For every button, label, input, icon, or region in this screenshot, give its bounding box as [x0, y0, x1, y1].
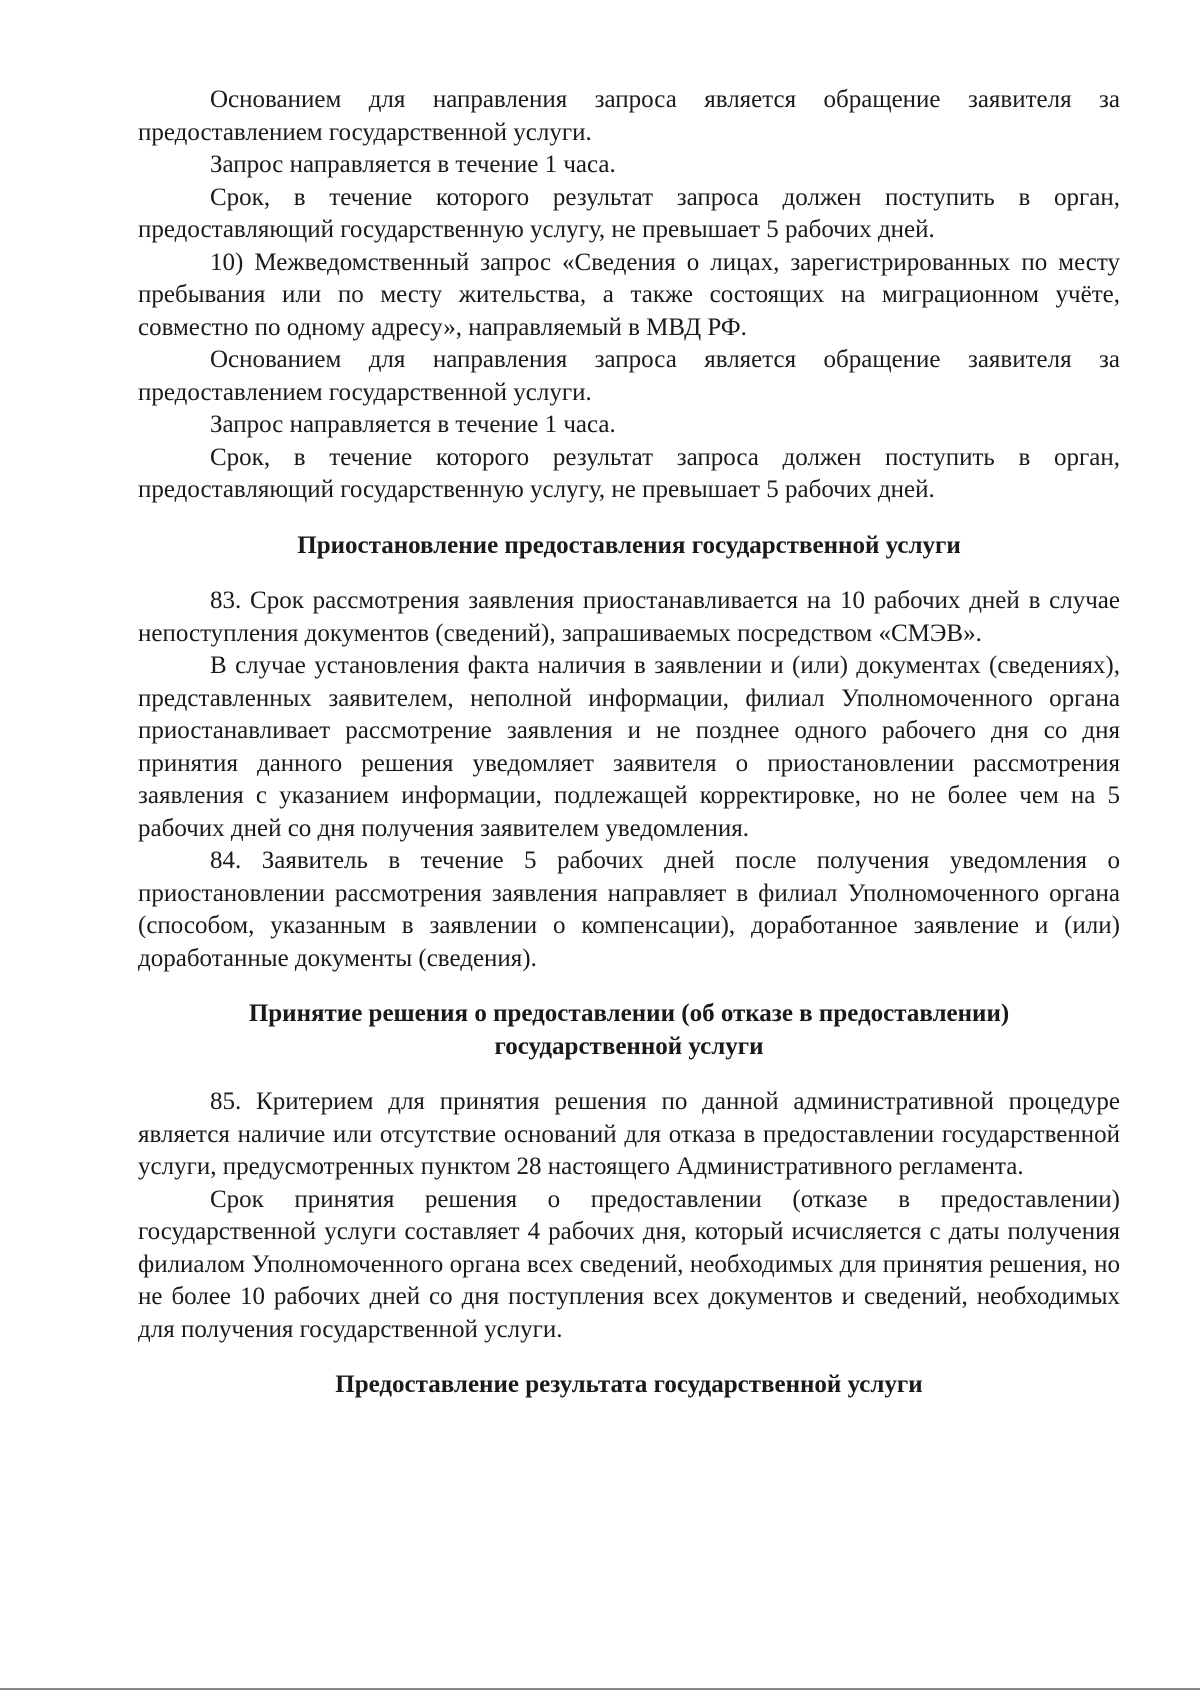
- section-heading-decision-line-2: государственной услуги: [494, 1032, 764, 1060]
- section-heading-suspension: Приостановление предоставления государственной услуги: [297, 531, 961, 559]
- document-body: [138, 84, 1120, 1402]
- paragraph-request-sent-1: Запрос направляется в течение 1 часа.: [210, 151, 616, 178]
- page-bottom-edge: [0, 1688, 1200, 1690]
- paragraph-interagency-request-10: 10) Межведомственный запрос «Сведения о лицах, зарегистрированных по месту пребывания или по месту жительства, а также состоящих на миграционном учёте, совместно по одному адресу», направляемый в МВД РФ.: [138, 248, 1120, 341]
- paragraph-request-deadline-2: Срок, в течение которого результат запроса должен поступить в орган, предоставляющий государственную услугу, не превышает 5 рабочих дней.: [138, 443, 1120, 503]
- section-heading-decision-line-1: Принятие решения о предоставлении (об отказе в предоставлении): [248, 1000, 1010, 1027]
- section-decision-body: [138, 1086, 1120, 1346]
- paragraph-item-85: 85. Критерием для принятия решения по данной административной процедуре является наличие или отсутствие оснований для отказа в предоставлении государственной услуги, предусмотренных пунктом 28 настоящего Административного регламента.: [138, 1088, 1120, 1180]
- paragraph-item-84: 84. Заявитель в течение 5 рабочих дней после получения уведомления о приостановлении рассмотрения заявления направляет в филиал Уполномоченного органа (способом, указанным в заявлении о компенсации), доработанное заявление и (или) доработанные документы (сведения).: [138, 847, 1120, 972]
- paragraph-request-basis-1: Основанием для направления запроса является обращение заявителя за предоставлением государственной услуги.: [138, 86, 1120, 146]
- section-suspension-body: [138, 585, 1120, 975]
- paragraph-request-basis-2: Основанием для направления запроса является обращение заявителя за предоставлением государственной услуги.: [138, 346, 1120, 406]
- paragraph-request-sent-2: Запрос направляется в течение 1 часа.: [210, 411, 616, 438]
- paragraph-item-83: 83. Срок рассмотрения заявления приостанавливается на 10 рабочих дней в случае непоступления документов (сведений), запрашиваемых посредством «СМЭВ».: [138, 587, 1120, 647]
- paragraph-decision-deadline: Срок принятия решения о предоставлении (отказе в предоставлении) государственной услуги составляет 4 рабочих дня, который исчисляется с даты получения филиалом Уполномоченного органа всех сведений, необходимых для принятия решения, но не более 10 рабочих дней со дня поступления всех документов и сведений, необходимых для получения государственной услуги.: [138, 1185, 1120, 1343]
- paragraph-incomplete-info: В случае установления факта наличия в заявлении и (или) документах (сведениях), представленных заявителем, неполной информации, филиал Уполномоченного органа приостанавливает рассмотрение заявления и не позднее одного рабочего дня со дня принятия данного решения уведомляет заявителя о приостановлении рассмотрения заявления с указанием информации, подлежащей корректировке, но не более чем на 5 рабочих дней со дня получения заявителем уведомления.: [138, 652, 1120, 842]
- paragraph-request-deadline-1: Срок, в течение которого результат запроса должен поступить в орган, предоставляющий государственную услугу, не превышает 5 рабочих дней.: [138, 183, 1120, 243]
- section-heading-result: Предоставление результата государственной услуги: [335, 1371, 923, 1398]
- section-heading-decision: [138, 998, 1120, 1063]
